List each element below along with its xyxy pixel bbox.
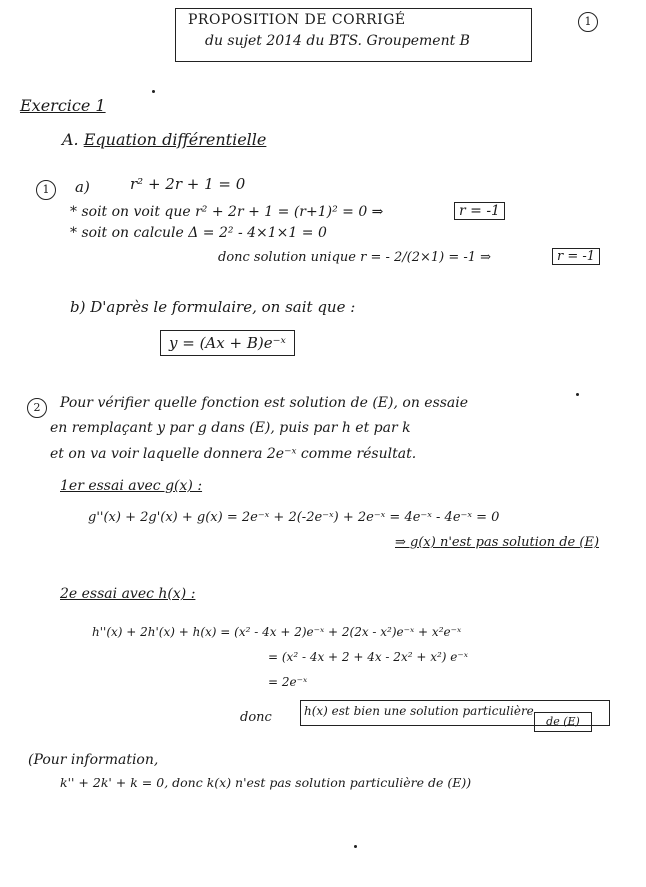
trial-2-result-line-2: de (E) (534, 712, 592, 732)
q2-line-1: Pour vérifier quelle fonction est solution de (E), on essaie (60, 395, 469, 411)
trial-1-label: 1er essai avec g(x) : (60, 478, 203, 494)
question-2-number: 2 (27, 398, 47, 418)
q2-line-3: et on va voir laquelle donnera 2e⁻ˣ comme résultat. (50, 446, 417, 462)
ink-dot (576, 393, 579, 396)
info-line-2: k'' + 2k' + k = 0, donc k(x) n'est pas solution particulière de (E)) (60, 775, 472, 790)
trial-1-conclusion-text: ⇒ g(x) n'est pas solution de (E) (395, 535, 600, 550)
exercise-heading: Exercice 1 (20, 96, 106, 115)
title-line-2: du sujet 2014 du BTS. Groupement B (205, 33, 470, 49)
trial-2-label: 2e essai avec h(x) : (60, 586, 196, 602)
q1-result-2: r = -1 (552, 248, 600, 265)
section-a-letter: A. (62, 130, 79, 149)
trial-1-conclusion (395, 535, 599, 550)
page-number: 1 (578, 12, 598, 32)
q1-characteristic-equation: r² + 2r + 1 = 0 (130, 175, 246, 193)
q1-part-a-label: a) (75, 178, 90, 196)
q2-line-2: en remplaçant y par g dans (E), puis par h et par k (50, 420, 411, 436)
trial-2-result-line-1: h(x) est bien une solution particulière (304, 704, 534, 718)
question-1-number: 1 (36, 180, 56, 200)
section-a-title: Equation différentielle (83, 130, 267, 149)
title-line-1: PROPOSITION DE CORRIGÉ (188, 12, 406, 28)
trial-1-equation: g''(x) + 2g'(x) + g(x) = 2e⁻ˣ + 2(-2e⁻ˣ) + 2e⁻ˣ = 4e⁻ˣ - 4e⁻ˣ = 0 (88, 510, 500, 525)
q1-line-3: donc solution unique r = - 2/(2×1) = -1 ⇒ (218, 250, 492, 265)
trial-2-equation-1: h''(x) + 2h'(x) + h(x) = (x² - 4x + 2)e⁻ˣ + 2(2x - x²)e⁻ˣ + x²e⁻ˣ (92, 625, 462, 639)
q1-part-b: b) D'après le formulaire, on sait que : (70, 298, 356, 316)
q1-line-2: * soit on calcule Δ = 2² - 4×1×1 = 0 (70, 225, 327, 241)
q1-line-1: * soit on voit que r² + 2r + 1 = (r+1)² = 0 ⇒ (70, 204, 384, 220)
trial-2-donc: donc (240, 710, 272, 725)
ink-dot (152, 90, 155, 93)
ink-dot (354, 845, 357, 848)
trial-2-equation-2: = (x² - 4x + 2 + 4x - 2x² + x²) e⁻ˣ (268, 650, 468, 664)
q1-general-solution: y = (Ax + B)e⁻ˣ (160, 330, 295, 356)
q1-result-1: r = -1 (454, 202, 505, 220)
section-a-heading (62, 130, 266, 149)
trial-2-equation-3: = 2e⁻ˣ (268, 675, 308, 689)
info-line-1: (Pour information, (28, 752, 159, 768)
